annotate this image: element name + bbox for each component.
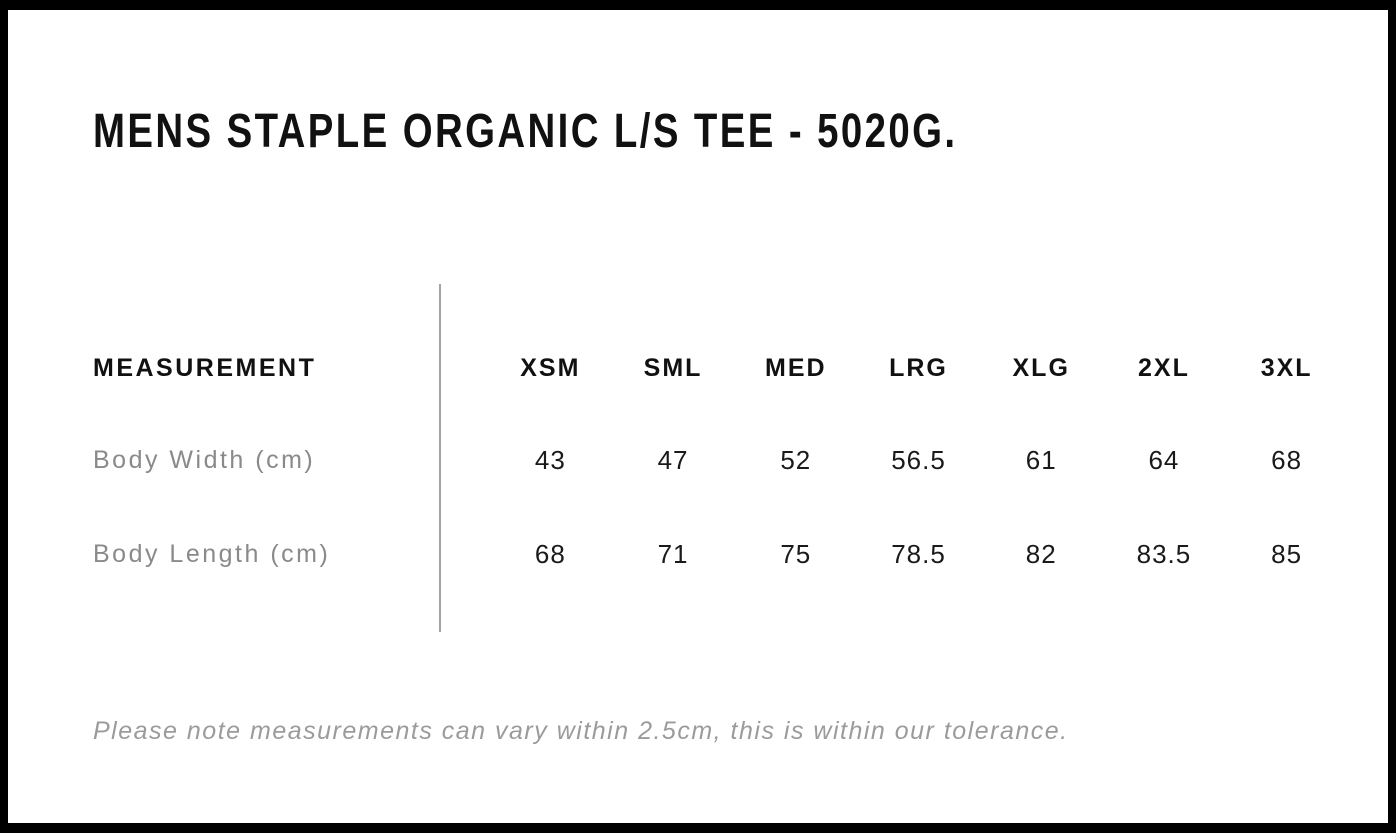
- table-row-body-width: [93, 443, 1348, 477]
- value-cell-body-width-sml: 47: [657, 444, 689, 475]
- tolerance-note: Please note measurements can vary within 2.5cm, this is within our tolerance.: [93, 717, 1069, 745]
- value-cell-body-width-lrg: 56.5: [891, 444, 946, 475]
- value-cell-body-width-med: 52: [780, 444, 812, 475]
- value-cell-body-width-xsm: 43: [534, 444, 566, 475]
- column-header-xsm: XSM: [520, 353, 581, 382]
- column-header-2xl: 2XL: [1137, 353, 1190, 382]
- column-header-3xl: 3XL: [1260, 353, 1313, 382]
- value-cell-body-length-sml: 71: [657, 538, 689, 569]
- column-header-lrg: LRG: [889, 353, 948, 382]
- column-header-xlg: XLG: [1012, 353, 1070, 382]
- page-title: MENS STAPLE ORGANIC L/S TEE - 5020G.: [93, 105, 958, 158]
- column-header-sml: SML: [643, 353, 703, 382]
- value-cell-body-length-xsm: 68: [534, 538, 566, 569]
- table-header-row: [93, 351, 1348, 385]
- row-label-body-width: Body Width (cm): [93, 445, 316, 474]
- row-label-body-length: Body Length (cm): [93, 539, 331, 568]
- value-cell-body-length-2xl: 83.5: [1136, 538, 1192, 569]
- table-row-body-length: [93, 537, 1348, 571]
- value-cell-body-length-3xl: 85: [1271, 538, 1303, 569]
- value-cell-body-width-3xl: 68: [1271, 444, 1303, 475]
- column-header-med: MED: [765, 353, 827, 382]
- value-cell-body-width-2xl: 64: [1148, 444, 1180, 475]
- value-cell-body-width-xlg: 61: [1025, 444, 1057, 475]
- value-cell-body-length-med: 75: [780, 538, 812, 569]
- value-cell-body-length-xlg: 82: [1025, 538, 1057, 569]
- value-cell-body-length-lrg: 78.5: [891, 538, 946, 569]
- column-header-measurement: MEASUREMENT: [93, 353, 317, 382]
